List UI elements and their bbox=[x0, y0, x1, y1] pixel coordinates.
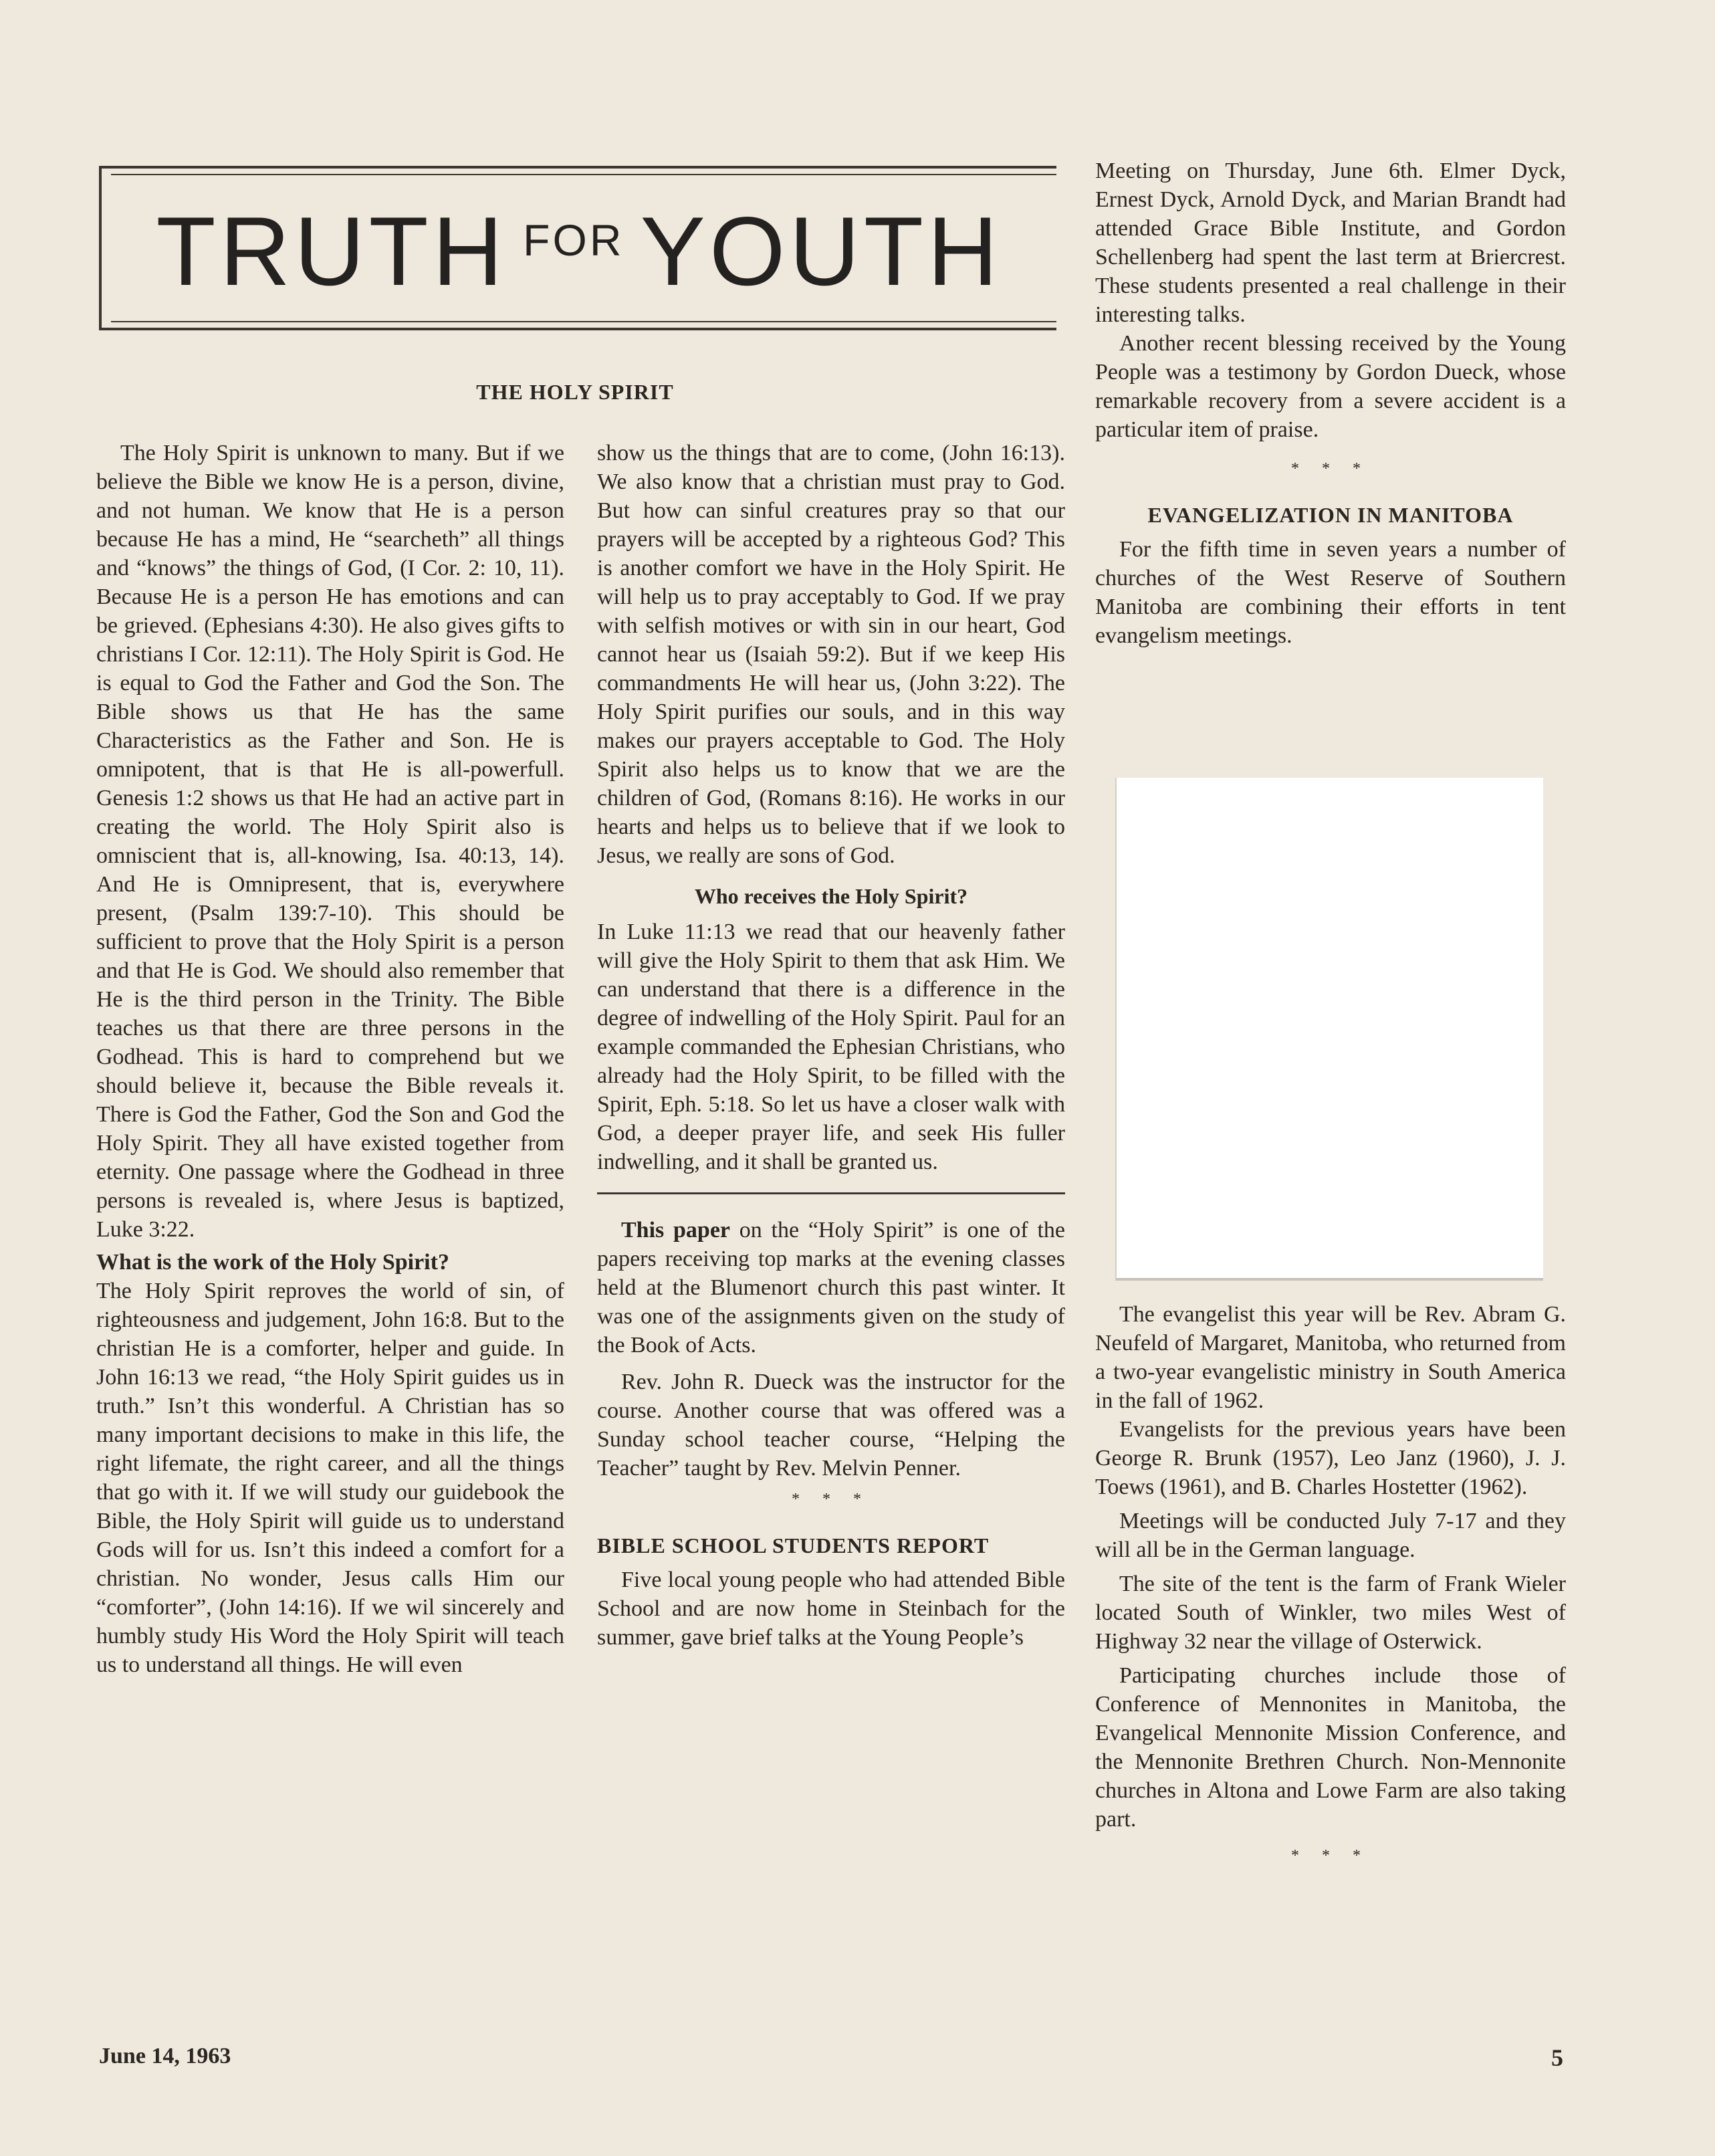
masthead bbox=[99, 166, 1056, 330]
work-subheading: What is the work of the Holy Spirit? bbox=[96, 1250, 449, 1275]
note-paragraph-1 bbox=[597, 1216, 1065, 1360]
masthead-word-truth: TRUTH bbox=[156, 197, 507, 306]
bible-school-paragraph-2: Meeting on Thursday, June 6th. Elmer Dyck, Ernest Dyck, Arnold Dyck, and Marian Brandt had attended Grace Bible Institute, and Gordon Schellenberg had spent the last term at Briercrest. These students presented a real challenge in their interesting talks. bbox=[1095, 158, 1566, 327]
divider-rule bbox=[597, 1192, 1065, 1194]
masthead-title bbox=[102, 195, 1056, 308]
evangelization-paragraph-1: For the fifth time in seven years a number of churches of the West Reserve of Southern Manitoba are combining their efforts in tent evangelism meetings. bbox=[1095, 537, 1566, 648]
evangelization-paragraph-3: Evangelists for the previous years have been George R. Brunk (1957), Leo Janz (1960), J. J. Toews (1961), and B. Charles Hostetter (1962). bbox=[1095, 1417, 1566, 1499]
column-3-lower bbox=[1095, 1300, 1566, 1877]
separator-stars-2: * * * bbox=[1291, 460, 1370, 477]
article-title-holy-spirit: THE HOLY SPIRIT bbox=[476, 380, 674, 404]
masthead-word-youth: YOUTH bbox=[640, 197, 1002, 306]
evangelization-paragraph-6: Participating churches include those of Conference of Mennonites in Manitoba, the Evangelical Mennonite Mission Conference, and the Mennonite Brethren Church. Non-Mennonite churches in Altona and Lowe Farm are also taking part. bbox=[1095, 1663, 1566, 1832]
work-text: The Holy Spirit reproves the world of sin, of righteousness and judgement, John 16:8. But to the christian He is a comforter, helper and guide. In John 16:13 we read, “the Holy Spirit guides us in truth.” Isn’t this wonderful. A Christian has so many important decisions to make in this life, the right lifemate, the right career, and all the things that go with it. If we will study our guidebook the Bible, the Holy Spirit will guide us to understand Gods will for us. Isn’t this indeed a comfort for a christian. No wonder, Jesus calls Him our “comforter”, (John 14:16). If we wil sincerely and humbly study His Word the Holy Spirit will teach us to understand all things. He will even bbox=[96, 1279, 564, 1677]
holy-spirit-paragraph-1: The Holy Spirit is unknown to many. But if we believe the Bible we know He is a person, divine, and not human. We know that He is a person because He has a mind, He “searcheth” all things and “knows” the things of God, (I Cor. 2: 10, 11). Because He is a person He has emotions and can be grieved. (Ephesians 4:30). He also gives gifts to christians I Cor. 12:11). The Holy Spirit is God. He is equal to God the Father and God the Son. The Bible shows us that He has the same Characteristics as the Father and Son. He is omnipotent, that is that He is all-powerfull. Genesis 1:2 shows us that He had an active part in creating the world. The Holy Spirit also is omniscient that is, all-knowing, Isa. 40:13, 14). And He is Omnipresent, that is, everywhere present, (Psalm 139:7-10). This should be sufficient to prove that the Holy Spirit is a person and that He is God. We should also remember that He is the third person in the Trinity. The Bible teaches us that there are three persons in the Godhead. This is hard to comprehend but we should believe it, because the Bible reveals it. There is God the Father, God the Son and God the Holy Spirit. They all have existed together from eternity. One passage where the Godhead in three persons is revealed is, where Jesus is baptized, Luke 3:22. bbox=[96, 441, 564, 1242]
holy-spirit-paragraph-2 bbox=[96, 1248, 564, 1679]
page-number: 5 bbox=[1551, 2044, 1563, 2071]
holy-spirit-paragraph-4: In Luke 11:13 we read that our heavenly father will give the Holy Spirit to them that ask Him. We can understand that there is a difference in the degree of indwelling of the Holy Spirit. Paul for an example commanded the Ephesian Christians, who already had the Holy Spirit, to be filled with the Spirit, Eph. 5:18. So let us have a closer walk with God, a deeper prayer life, and seek His fuller indwelling, and it shall be granted us. bbox=[597, 920, 1065, 1174]
evangelization-paragraph-5: The site of the tent is the farm of Frank Wieler located South of Winkler, two miles West of Highway 32 near the village of Osterwick. bbox=[1095, 1572, 1566, 1654]
evangelization-heading: EVANGELIZATION IN MANITOBA bbox=[1147, 503, 1514, 527]
receives-subheading: Who receives the Holy Spirit? bbox=[694, 884, 968, 908]
evangelization-paragraph-4: Meetings will be conducted July 7-17 and they will all be in the German language. bbox=[1095, 1509, 1566, 1562]
masthead-word-for: FOR bbox=[523, 215, 624, 265]
note-text: on the “Holy Spirit” is one of the papers receiving top marks at the evening classes held at the Blumenort church this past winter. It was one of the assignments given on the study of the Book of Acts. bbox=[597, 1218, 1066, 1358]
bible-school-paragraph-1: Five local young people who had attended Bible School and are now home in Steinbach for the summer, gave brief talks at the Young People’s bbox=[597, 1568, 1065, 1650]
evangelization-paragraph-2: The evangelist this year will be Rev. Abram G. Neufeld of Margaret, Manitoba, who returned from a two-year evangelistic ministry in South America in the fall of 1962. bbox=[1095, 1302, 1566, 1413]
holy-spirit-paragraph-3: show us the things that are to come, (John 16:13). We also know that a christian must pray to God. But how can sinful creatures pray so that our prayers will be accepted by a righteous God? This is another comfort we have in the Holy Spirit. He will help us to pray acceptably to God. If we pray with selfish motives or with sin in our heart, God cannot hear us (Isaiah 59:2). But if we keep His commandments He will hear us, (John 3:22). The Holy Spirit purifies our souls, and in this way makes our prayers acceptable to God. The Holy Spirit also helps us to know that we are the children of God, (Romans 8:16). He works in our hearts and helps us to believe that if we look to Jesus, we really are sons of God. bbox=[597, 441, 1065, 868]
column-2 bbox=[597, 439, 1065, 1652]
bible-school-heading: BIBLE SCHOOL STUDENTS REPORT bbox=[597, 1533, 990, 1557]
note-paragraph-2: Rev. John R. Dueck was the instructor for the course. Another course that was offered was a Sunday school teacher course, “Helping the Teacher” taught by Rev. Melvin Penner. bbox=[597, 1370, 1065, 1481]
separator-stars-1: * * * bbox=[792, 1491, 871, 1508]
separator-stars-3: * * * bbox=[1291, 1847, 1370, 1864]
note-lead: This paper bbox=[621, 1218, 731, 1243]
column-3 bbox=[1095, 156, 1566, 650]
footer-date: June 14, 1963 bbox=[99, 2044, 231, 2068]
column-1 bbox=[96, 439, 564, 1679]
photo-placeholder bbox=[1115, 778, 1543, 1281]
bible-school-paragraph-3: Another recent blessing received by the Young People was a testimony by Gordon Dueck, whose remarkable recovery from a severe accident is a particular item of praise. bbox=[1095, 331, 1566, 442]
